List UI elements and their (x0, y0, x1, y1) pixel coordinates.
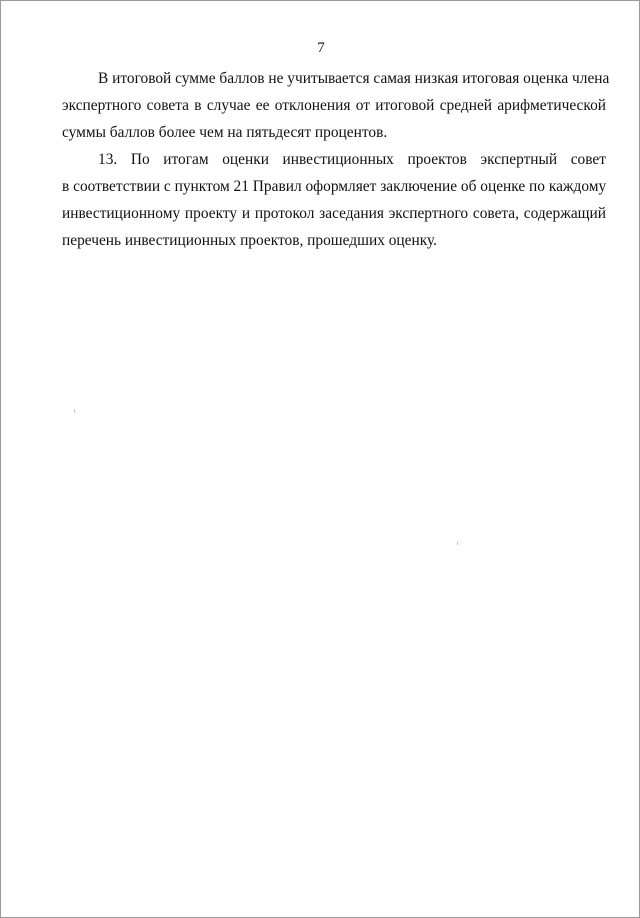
paragraph-2-line-1: 13. По итогам оценки инвестиционных проектов экспертный совет (98, 151, 606, 168)
paragraph-1-line-3: суммы баллов более чем на пятьдесят процентов. (62, 124, 388, 141)
scan-speck (74, 409, 75, 413)
paragraph-2-line-3: инвестиционному проекту и протокол заседания экспертного совета, содержащий (62, 205, 606, 222)
paragraph-2 (62, 146, 606, 254)
paragraph-2-line-4: перечень инвестиционных проектов, прошедших оценку. (62, 232, 437, 249)
page-number: 7 (317, 40, 325, 56)
paragraph-1-line-1: В итоговой сумме баллов не учитывается самая низкая итоговая оценка члена (98, 70, 610, 87)
paragraph-1 (62, 65, 610, 146)
paragraph-2-line-2: в соответствии с пунктом 21 Правил оформляет заключение об оценке по каждому (62, 178, 607, 195)
scan-speck (457, 541, 458, 545)
paragraph-1-line-2: экспертного совета в случае ее отклонения от итоговой средней арифметической (62, 97, 606, 114)
